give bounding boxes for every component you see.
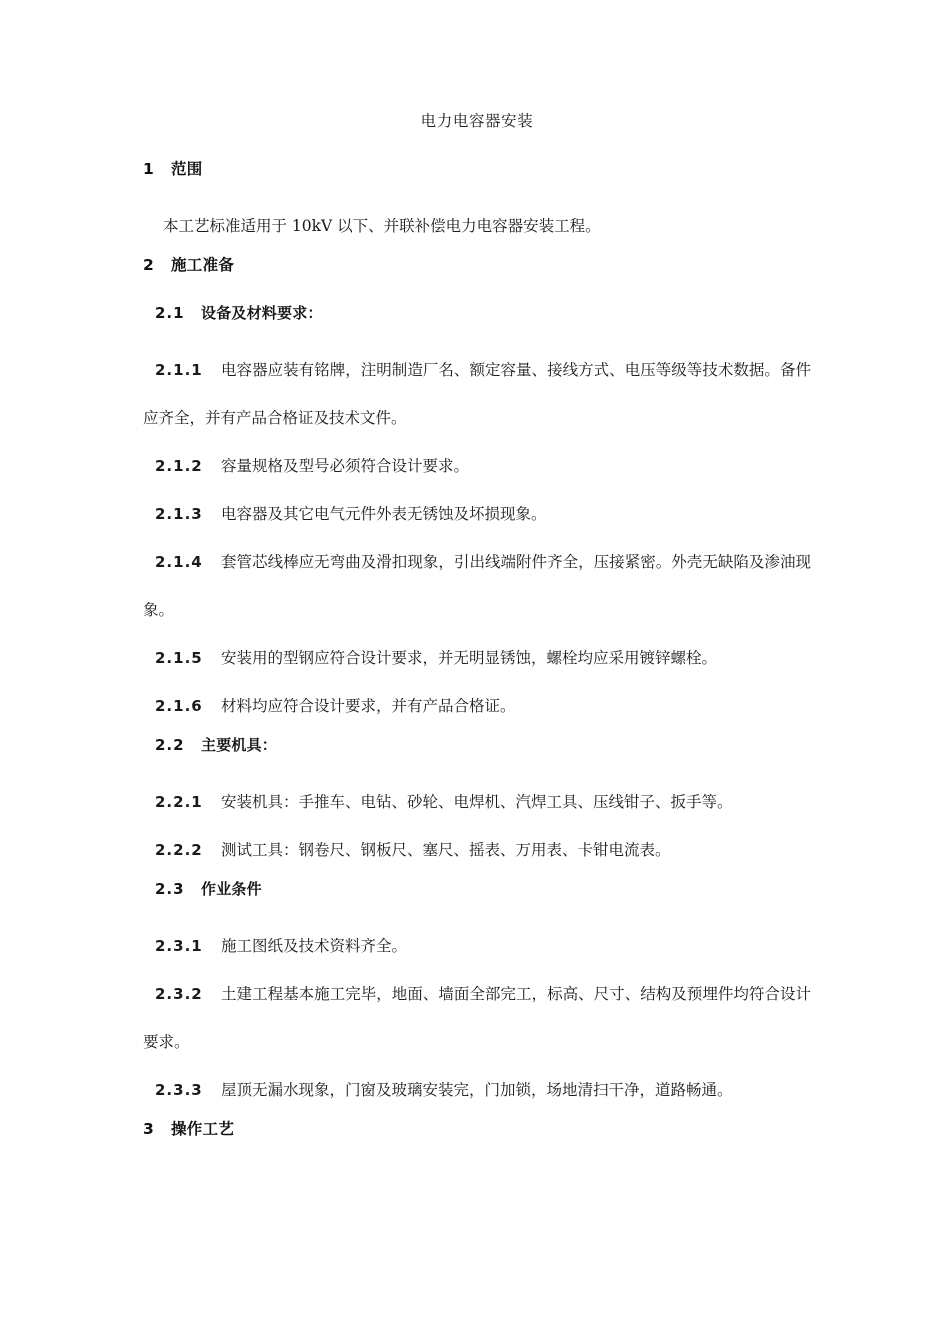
section-heading: [143, 1114, 811, 1162]
section-title: 操作工艺: [171, 1120, 235, 1138]
numbered-paragraph: [143, 346, 811, 442]
paragraph-text: 屋顶无漏水现象，门窗及玻璃安装完，门加锁，场地清扫干净，道路畅通。: [221, 1081, 733, 1099]
numbered-paragraph: [143, 682, 811, 730]
paragraph-text: 施工图纸及技术资料齐全。: [221, 937, 408, 955]
section-title: 施工准备: [171, 256, 235, 274]
numbered-paragraph: [143, 1066, 811, 1114]
paragraph-text: 测试工具：钢卷尺、钢板尺、塞尺、摇表、万用表、卡钳电流表。: [221, 841, 671, 859]
body-paragraph: 本工艺标准适用于 10kV 以下、并联补偿电力电容器安装工程。: [163, 217, 601, 235]
subsection-title: 主要机具：: [201, 736, 278, 754]
paragraph-number: 2.1.1: [155, 361, 203, 379]
paragraph-text: 电容器及其它电气元件外表无锈蚀及坏损现象。: [221, 505, 547, 523]
paragraph-text: 容量规格及型号必须符合设计要求。: [221, 457, 470, 475]
numbered-paragraph: [143, 442, 811, 490]
paragraph-number: 2.2.1: [155, 793, 203, 811]
paragraph-number: 2.1.5: [155, 649, 203, 667]
numbered-paragraph: [143, 970, 811, 1066]
numbered-paragraph: [143, 922, 811, 970]
subsection-heading: [143, 730, 811, 778]
numbered-paragraph: [143, 490, 811, 538]
subsection-number: 2.1: [155, 304, 185, 322]
section-number: 2: [143, 256, 155, 274]
paragraph-number: 2.3.3: [155, 1081, 203, 1099]
document-blocks: [143, 154, 811, 1162]
paragraph-text: 安装机具：手推车、电钻、砂轮、电焊机、汽焊工具、压线钳子、扳手等。: [221, 793, 733, 811]
subsection-heading: [143, 874, 811, 922]
paragraph-number: 2.1.2: [155, 457, 203, 475]
paragraph-number: 2.3.2: [155, 985, 203, 1003]
paragraph-text: 套管芯线棒应无弯曲及滑扣现象，引出线端附件齐全，压接紧密。外壳无缺陷及渗油现象。: [143, 553, 811, 619]
document-title: 电力电容器安装: [420, 112, 534, 130]
numbered-paragraph: [143, 826, 811, 874]
numbered-paragraph: [143, 538, 811, 634]
subsection-title: 作业条件: [201, 880, 262, 898]
section-title: 范围: [171, 160, 203, 178]
paragraph-number: 2.1.4: [155, 553, 203, 571]
subsection-heading: [143, 298, 811, 346]
numbered-paragraph: [143, 634, 811, 682]
paragraph-number: 2.1.3: [155, 505, 203, 523]
paragraph-text: 土建工程基本施工完毕，地面、墙面全部完工，标高、尺寸、结构及预埋件均符合设计要求。: [143, 985, 811, 1051]
paragraph-number: 2.3.1: [155, 937, 203, 955]
subsection-title: 设备及材料要求：: [201, 304, 323, 322]
paragraph-number: 2.2.2: [155, 841, 203, 859]
document-body: [143, 108, 811, 1162]
section-number: 1: [143, 160, 155, 178]
paragraph-number: 2.1.6: [155, 697, 203, 715]
numbered-paragraph: [143, 778, 811, 826]
subsection-number: 2.2: [155, 736, 185, 754]
paragraph-text: 安装用的型钢应符合设计要求，并无明显锈蚀，螺栓均应采用镀锌螺栓。: [221, 649, 718, 667]
section-number: 3: [143, 1120, 155, 1138]
section-heading: [143, 154, 811, 202]
subsection-number: 2.3: [155, 880, 185, 898]
paragraph-text: 材料均应符合设计要求，并有产品合格证。: [221, 697, 516, 715]
section-heading: [143, 250, 811, 298]
paragraph-text: 电容器应装有铭牌，注明制造厂名、额定容量、接线方式、电压等级等技术数据。备件应齐全，并有产品合格证及技术文件。: [143, 361, 811, 427]
